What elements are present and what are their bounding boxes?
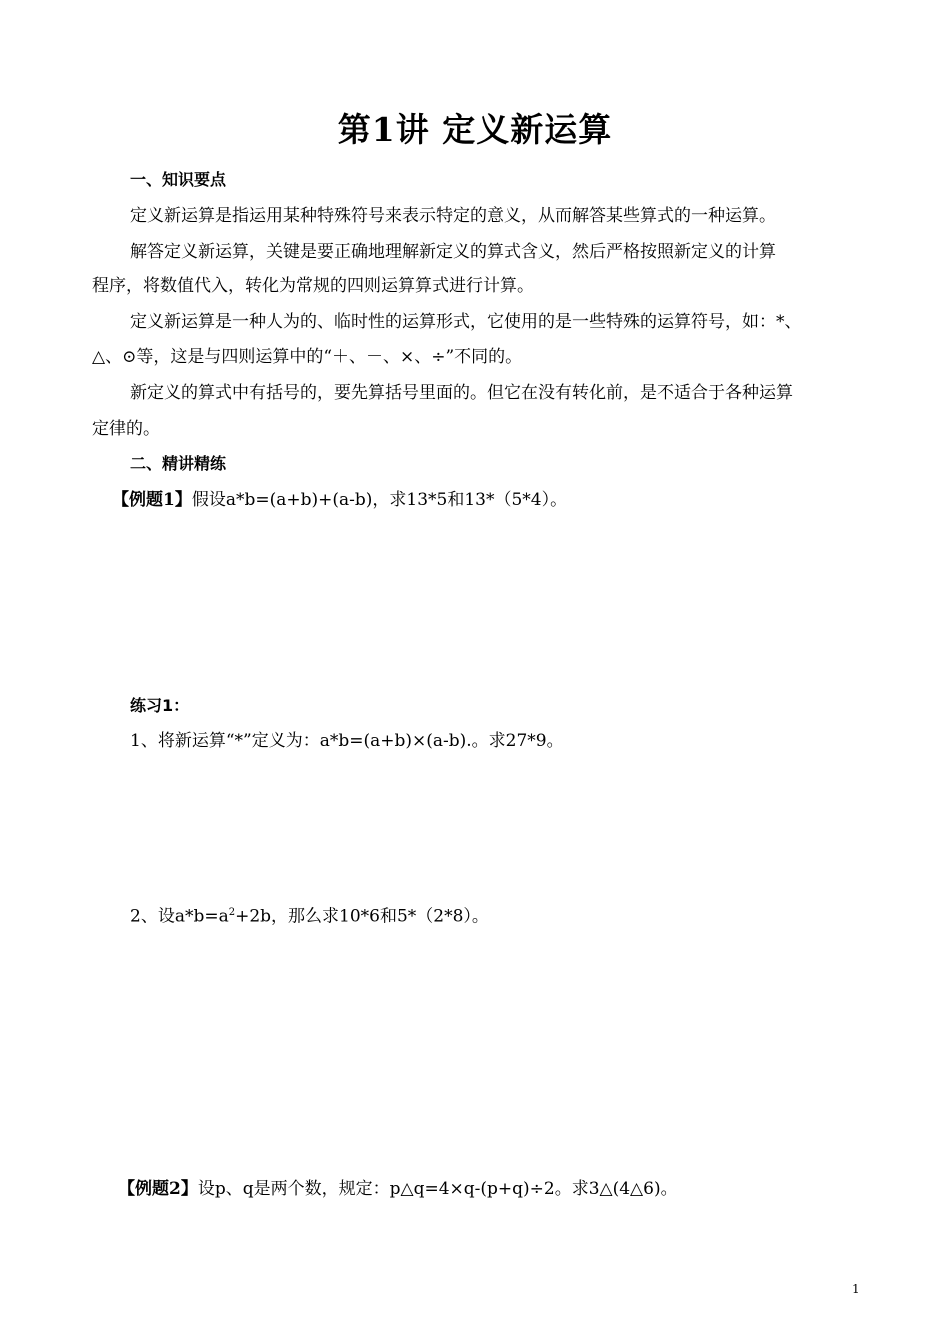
example-2-text: 设p、q是两个数，规定：p△q=4×q-(p+q)÷2。求3△(4△6)。 [197,1179,678,1199]
question-2-superscript: 2 [228,907,236,918]
example-2 [118,1177,678,1201]
section-heading-knowledge: 一、知识要点 [130,170,227,189]
question-2-prefix: 2、设a*b=a [130,906,229,927]
paragraph-method-line2: 程序，将数值代入，转化为常规的四则运算算式进行计算。 [92,276,534,296]
practice-1-question-2 [130,901,489,929]
paragraph-method-line1: 解答定义新运算，关键是要正确地理解新定义的算式含义，然后严格按照新定义的计算 [130,242,776,262]
example-2-label: 【例题2】 [118,1179,198,1199]
paragraph-brackets-line2: 定律的。 [92,419,160,439]
paragraph-brackets-line1: 新定义的算式中有括号的，要先算括号里面的。但它在没有转化前，是不适合于各种运算 [130,383,793,403]
paragraph-symbols-line1: 定义新运算是一种人为的、临时性的运算形式，它使用的是一些特殊的运算符号，如：*、 [130,312,802,332]
question-2-suffix: +2b，那么求10*6和5*（2*8）。 [235,906,489,927]
example-1-label: 【例题1】 [112,490,192,510]
practice-1-heading: 练习1： [130,696,190,715]
page-number: 1 [852,1282,860,1296]
practice-1-question-1: 1、将新运算“*”定义为：a*b=(a+b)×(a-b).。求27*9。 [130,731,564,751]
example-1 [112,488,567,512]
page-title: 第1讲 定义新运算 [337,110,613,149]
paragraph-symbols-line2: △、⊙等，这是与四则运算中的“＋、－、×、÷”不同的。 [92,347,523,367]
example-1-text: 假设a*b=(a+b)+(a-b)，求13*5和13*（5*4）。 [191,490,568,510]
paragraph-definition: 定义新运算是指运用某种特殊符号来表示特定的意义，从而解答某些算式的一种运算。 [130,206,776,226]
section-heading-practice: 二、精讲精练 [130,454,227,473]
